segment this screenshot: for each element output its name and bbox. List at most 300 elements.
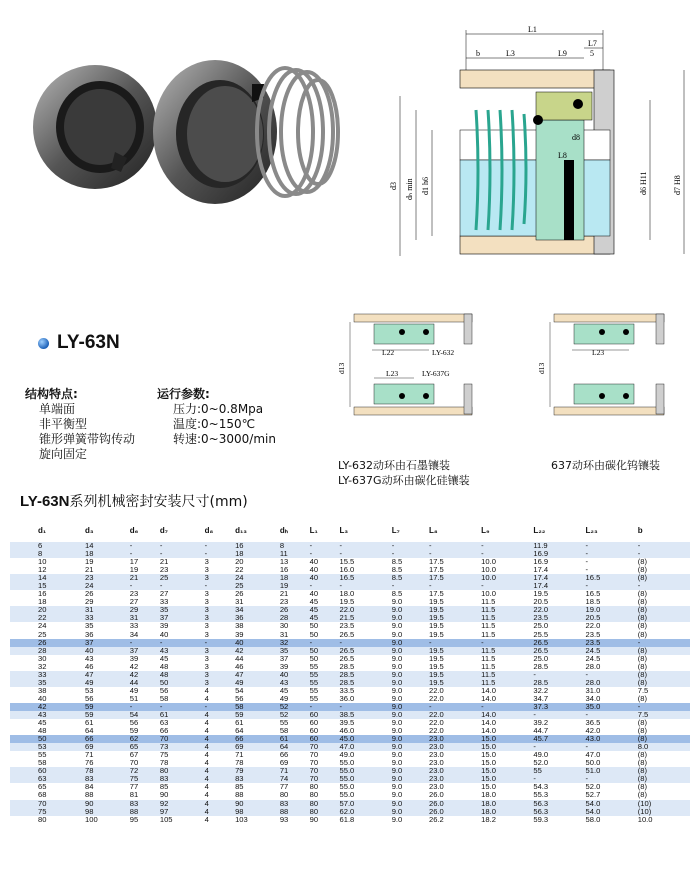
table-cell: 33.5 [339, 685, 355, 695]
table-cell: - [129, 541, 133, 551]
table-cell: 3 [204, 613, 209, 623]
table-cell: 33 [129, 621, 139, 631]
table-cell: (8) [637, 621, 647, 631]
table-cell: 45.0 [339, 734, 355, 744]
table-cell: 59 [235, 710, 244, 719]
table-cell: 24.5 [585, 653, 601, 663]
table-cell: 55 [309, 677, 319, 687]
table-cell: 31 [129, 613, 139, 623]
table-cell: 60 [309, 718, 319, 728]
table-cell: 35 [38, 677, 47, 687]
table-cell: 79 [235, 766, 244, 776]
table-cell: - [481, 541, 484, 551]
table-cell: 52 [279, 701, 289, 711]
table-cell: 19.5 [428, 661, 444, 671]
table-cell: 20 [235, 557, 244, 567]
table-cell: 70 [38, 798, 47, 808]
feature-item: 旋向固定 [39, 447, 88, 461]
table-cell: 10.0 [637, 814, 653, 824]
table-cell: (8) [637, 693, 647, 703]
table-cell: - [204, 541, 208, 551]
table-cell: 18.0 [339, 589, 355, 599]
table-cell: 53 [85, 685, 94, 695]
table-cell: 26 [279, 605, 289, 615]
table-cell: 9.0 [391, 742, 403, 752]
table-cell: - [481, 701, 484, 711]
table-cell: 43 [38, 710, 47, 719]
table-cell: 4 [204, 750, 209, 760]
table-cell: 95 [129, 814, 139, 824]
table-cell: 15.0 [481, 758, 496, 768]
table-cell: 18.0 [481, 790, 496, 800]
parameter-item: 转速:0~3000/min [173, 432, 276, 446]
table-cell: 74 [279, 774, 289, 784]
table-cell: 55 [309, 685, 319, 695]
table-cell: 38.5 [339, 710, 355, 719]
table-cell: 15.0 [481, 742, 496, 752]
table-cell: 9.0 [391, 790, 403, 800]
table-cell: - [585, 549, 589, 559]
table-cell: 37 [85, 637, 94, 647]
table-cell: (8) [637, 774, 647, 784]
table-cell: (8) [637, 758, 647, 768]
label-d13: d13 [537, 362, 546, 374]
table-cell: 17.5 [428, 565, 444, 575]
table-cell: 23.5 [339, 621, 355, 631]
table-cell: 70 [129, 758, 139, 768]
table-cell: 70 [159, 734, 169, 744]
table-cell: (8) [637, 605, 647, 615]
table-cell: 20 [38, 605, 47, 615]
table-cell: 23 [129, 589, 139, 599]
feature-item: 非平衡型 [39, 417, 88, 431]
table-cell: 3 [204, 573, 209, 583]
table-cell: 9.0 [391, 645, 403, 655]
table-cell: 9.0 [391, 718, 403, 728]
table-cell: - [339, 549, 343, 559]
column-header: d₁₃ [235, 525, 247, 535]
table-cell: 29 [85, 597, 94, 607]
table-cell: 63 [38, 774, 47, 784]
table-cell: 45 [38, 718, 47, 728]
table-cell: 56.3 [533, 798, 549, 808]
table-cell: 80 [279, 790, 289, 800]
table-cell: 23 [279, 597, 289, 607]
table-cell: 98 [235, 806, 244, 816]
label-L23: L23 [592, 348, 605, 357]
label-5: 5 [590, 49, 594, 58]
table-cell: 83 [159, 774, 169, 784]
table-cell: 22.0 [428, 685, 444, 695]
table-cell: 19.5 [428, 669, 444, 679]
table-cell: 26 [85, 589, 94, 599]
table-cell: 11.9 [533, 541, 548, 551]
table-row [10, 542, 690, 550]
label-L9: L9 [558, 49, 567, 58]
table-title [20, 491, 248, 511]
table-cell: 40 [309, 589, 319, 599]
table-cell: 85 [159, 782, 169, 792]
table-cell: 55 [309, 693, 319, 703]
table-cell: 22 [235, 565, 244, 575]
table-cell: 19.5 [428, 629, 444, 639]
table-cell: 17.4 [533, 581, 549, 591]
small-drawing-632-637G [334, 312, 484, 417]
table-cell: - [585, 669, 589, 679]
label-L3: L3 [506, 49, 515, 58]
table-cell: 19.5 [428, 613, 444, 623]
table-cell: 9.0 [391, 798, 403, 808]
table-cell: 26.0 [428, 806, 444, 816]
table-cell: 50 [309, 653, 319, 663]
table-cell: 16.5 [585, 589, 601, 599]
dimension-table [10, 518, 690, 824]
table-cell: 30 [279, 621, 289, 631]
table-cell: - [637, 541, 641, 551]
column-header: b [637, 525, 643, 535]
table-cell: 50 [309, 629, 319, 639]
table-cell: 49.0 [339, 750, 355, 760]
table-cell: 40 [279, 669, 289, 679]
table-cell: 17 [129, 557, 139, 567]
table-cell: 10.0 [481, 573, 496, 583]
table-cell: 4 [204, 693, 209, 703]
table-cell: 25 [38, 629, 47, 639]
table-cell: - [428, 541, 432, 551]
table-cell: 40 [159, 629, 169, 639]
table-cell: 19.5 [428, 597, 444, 607]
table-cell: - [481, 637, 484, 647]
table-cell: - [585, 710, 589, 719]
table-cell: - [339, 541, 343, 551]
table-cell: 9.0 [391, 734, 403, 744]
table-cell: 18.5 [585, 597, 601, 607]
table-cell: 3 [204, 629, 209, 639]
table-cell: 80 [309, 798, 319, 808]
table-cell: 22.0 [585, 621, 601, 631]
table-cell: 71 [235, 750, 244, 760]
table-cell: 69 [235, 742, 244, 752]
table-cell: 83 [279, 798, 289, 808]
table-cell: 50.0 [585, 758, 601, 768]
table-cell: 18.0 [481, 798, 496, 808]
table-cell: 9.0 [391, 613, 403, 623]
table-cell: 43 [85, 653, 94, 663]
table-cell: 19.5 [428, 677, 444, 687]
table-cell: 28.5 [339, 661, 355, 671]
table-cell: 10 [38, 557, 47, 567]
table-cell: 40 [309, 573, 319, 583]
table-cell: 9.0 [391, 669, 403, 679]
table-cell: 9.0 [391, 677, 403, 687]
table-cell: 85 [235, 782, 244, 792]
table-cell: - [159, 549, 163, 559]
table-cell: 14.0 [481, 693, 496, 703]
table-cell: 19.5 [339, 597, 355, 607]
table-cell: 28.5 [533, 677, 549, 687]
table-cell: 45 [309, 597, 319, 607]
table-cell: - [585, 565, 589, 575]
table-cell: 9.0 [391, 605, 403, 615]
table-row [10, 574, 690, 582]
column-header: L₇ [391, 525, 400, 535]
table-cell: 83 [235, 774, 244, 784]
table-cell: 54 [235, 685, 244, 695]
table-cell: 59 [129, 726, 139, 736]
table-cell: 100 [85, 814, 98, 824]
table-cell: 88 [279, 806, 289, 816]
parameters-heading: 运行参数: [157, 387, 210, 401]
table-cell: 11.5 [481, 629, 496, 639]
table-cell: 28.5 [339, 669, 355, 679]
table-cell: 80 [309, 790, 319, 800]
label-d1-h6: d1 h6 [421, 177, 430, 195]
table-cell: 59.3 [533, 814, 549, 824]
table-cell: 58.0 [585, 814, 601, 824]
table-cell: 39 [129, 653, 139, 663]
table-cell: 9.0 [391, 766, 403, 776]
table-cell: 56 [235, 693, 244, 703]
label-L22: L22 [382, 348, 395, 357]
table-cell: 66 [235, 734, 244, 744]
table-cell: - [309, 541, 313, 551]
table-cell: 29 [129, 605, 139, 615]
table-cell: 15.0 [481, 750, 496, 760]
table-cell: 76 [85, 758, 94, 768]
table-cell: 31 [235, 597, 244, 607]
table-cell: 31 [279, 629, 289, 639]
table-cell: 62.0 [339, 806, 355, 816]
table-cell: 3 [204, 557, 209, 567]
table-cell: 11 [279, 549, 288, 559]
table-cell: 31 [85, 605, 94, 615]
table-cell: 22.0 [428, 718, 444, 728]
table-cell: 78 [85, 766, 94, 776]
table-cell: 4 [204, 814, 209, 824]
table-cell: 15.0 [481, 774, 496, 784]
table-cell: 40 [38, 693, 47, 703]
table-cell: 12 [38, 565, 47, 575]
table-cell: 15.0 [481, 734, 496, 744]
table-cell: 18 [235, 549, 244, 559]
table-cell: 26.5 [533, 637, 549, 647]
table-cell: - [129, 637, 133, 647]
table-cell: 98 [85, 806, 94, 816]
table-cell: - [129, 549, 133, 559]
table-cell: 64 [85, 726, 94, 736]
table-cell: 61 [85, 718, 94, 728]
table-cell: (8) [637, 629, 647, 639]
table-cell: - [159, 701, 163, 711]
table-cell: 78 [235, 758, 244, 768]
table-cell: 9.0 [391, 806, 403, 816]
structure-features [25, 387, 135, 462]
table-cell: 66 [85, 734, 94, 744]
table-cell: 15 [38, 581, 47, 591]
table-cell: 66 [279, 750, 289, 760]
table-cell: 22.0 [339, 605, 355, 615]
table-cell: 33 [85, 613, 94, 623]
table-cell: 21 [85, 565, 94, 575]
table-cell: 55.0 [339, 758, 355, 768]
table-cell: - [309, 701, 313, 711]
table-cell: 32.2 [533, 685, 549, 695]
table-cell: 70 [309, 742, 319, 752]
table-cell: 33 [159, 597, 169, 607]
table-cell: 47 [235, 669, 244, 679]
table-cell: 17.4 [533, 565, 549, 575]
table-cell: - [309, 581, 313, 591]
table-cell: 50 [159, 677, 169, 687]
table-cell: 14 [38, 573, 47, 583]
table-cell: 3 [204, 589, 209, 599]
table-cell: 45 [309, 613, 319, 623]
table-cell: (8) [637, 790, 647, 800]
table-cell: 18 [85, 549, 94, 559]
table-cell: 57.0 [339, 798, 355, 808]
column-header: L₂₃ [585, 525, 598, 535]
table-cell: 73 [159, 742, 169, 752]
table-cell: 70 [309, 774, 319, 784]
table-cell: 16.9 [533, 549, 549, 559]
table-cell: 23.5 [533, 613, 549, 623]
table-cell: 39 [159, 621, 169, 631]
table-cell: 55 [309, 669, 319, 679]
table-cell: 26.0 [428, 798, 444, 808]
caption-left [338, 458, 470, 488]
table-cell: - [585, 774, 589, 784]
table-cell: 22.0 [428, 693, 444, 703]
table-cell: 69 [85, 742, 94, 752]
table-cell: - [533, 669, 536, 679]
table-cell: 10.0 [481, 557, 496, 567]
table-cell: 32 [279, 637, 289, 647]
table-cell: 26 [235, 589, 244, 599]
table-cell: 15.0 [481, 766, 496, 776]
table-cell: 4 [204, 806, 209, 816]
feature-item: 锥形弹簧带钩传动 [39, 432, 136, 446]
table-cell: 37.3 [533, 701, 549, 711]
table-cell: 17.4 [533, 573, 549, 583]
table-cell: 58 [279, 726, 289, 736]
table-cell: 63 [159, 718, 169, 728]
table-cell: - [159, 637, 163, 647]
table-cell: 35 [85, 621, 94, 631]
table-cell: 27 [159, 589, 169, 599]
table-cell: 103 [235, 814, 248, 824]
table-cell: 83 [129, 798, 139, 808]
table-cell: 22 [38, 613, 47, 623]
label-d7-H8: d7 H8 [673, 175, 682, 195]
table-cell: 39 [235, 629, 244, 639]
table-cell: - [428, 549, 432, 559]
table-cell: 54.0 [585, 798, 601, 808]
table-cell: 64 [279, 742, 289, 752]
table-cell: 56 [129, 718, 139, 728]
parameter-item: 压力:0~0.8Mpa [173, 402, 264, 416]
label-L23: L23 [386, 369, 399, 378]
table-cell: 48 [159, 669, 169, 679]
table-cell: 65 [38, 782, 47, 792]
table-cell: 23.5 [585, 637, 601, 647]
table-cell: 26.5 [339, 645, 355, 655]
table-title-bold: LY-63N [20, 493, 70, 510]
table-cell: 55 [279, 718, 289, 728]
table-cell: 30 [38, 653, 47, 663]
table-cell: 40 [235, 637, 244, 647]
label-L1: L1 [528, 25, 537, 34]
table-cell: 80 [38, 814, 47, 824]
table-cell: 8.5 [391, 557, 403, 567]
table-cell: 36.0 [339, 693, 355, 703]
table-cell: 14.0 [481, 726, 496, 736]
table-cell: 84 [85, 782, 94, 792]
table-cell: 54.3 [533, 782, 549, 792]
table-cell: 4 [204, 798, 209, 808]
table-cell: 60 [309, 726, 319, 736]
table-cell: 9.0 [391, 782, 403, 792]
table-cell: 46.0 [339, 726, 355, 736]
column-header: L₉ [481, 525, 490, 535]
table-cell: 23.0 [428, 774, 444, 784]
table-cell: 4 [204, 774, 209, 784]
table-cell: 37 [159, 613, 169, 623]
table-cell: 50 [309, 645, 319, 655]
table-cell: 26.2 [428, 814, 444, 824]
table-cell: - [428, 701, 432, 711]
table-cell: - [637, 549, 641, 559]
table-cell: 11.5 [481, 621, 496, 631]
table-cell: 54 [129, 710, 139, 719]
table-cell: 47.0 [585, 750, 601, 760]
table-cell: - [339, 581, 343, 591]
caption-right [551, 458, 660, 473]
table-cell: 3 [204, 677, 209, 687]
table-cell: - [481, 549, 484, 559]
table-cell: 44.7 [533, 726, 549, 736]
features-heading: 结构特点: [25, 387, 78, 401]
label-LY637G: LY-637G [422, 369, 450, 378]
table-cell: 11.5 [481, 661, 496, 671]
table-cell: (8) [637, 661, 647, 671]
table-cell: 16 [38, 589, 47, 599]
table-cell: 36 [235, 613, 244, 623]
table-title-rest: 系列机械密封安装尺寸(mm) [69, 494, 248, 510]
table-cell: 55.0 [339, 790, 355, 800]
table-cell: 51.0 [585, 766, 601, 776]
table-cell: 61.8 [339, 814, 355, 824]
table-cell: 9.0 [391, 710, 403, 719]
table-cell: 56 [85, 693, 94, 703]
table-cell: 61 [235, 718, 244, 728]
label-db-min: dₕ min [405, 178, 414, 200]
table-cell: 19 [129, 565, 139, 575]
table-cell: 90 [309, 814, 319, 824]
table-cell: 14.0 [481, 718, 496, 728]
table-cell: 18 [38, 597, 47, 607]
column-header: d₃ [85, 525, 94, 535]
table-cell: - [637, 637, 641, 647]
seal-face-ring [33, 65, 157, 189]
table-cell: 66 [159, 726, 169, 736]
table-cell: 21 [279, 589, 289, 599]
table-cell: 49 [235, 677, 244, 687]
table-cell: (8) [637, 597, 647, 607]
table-cell: 93 [279, 814, 289, 824]
table-cell: 45.7 [533, 734, 549, 744]
table-cell: 61 [159, 710, 169, 719]
table-cell: 48 [38, 726, 47, 736]
